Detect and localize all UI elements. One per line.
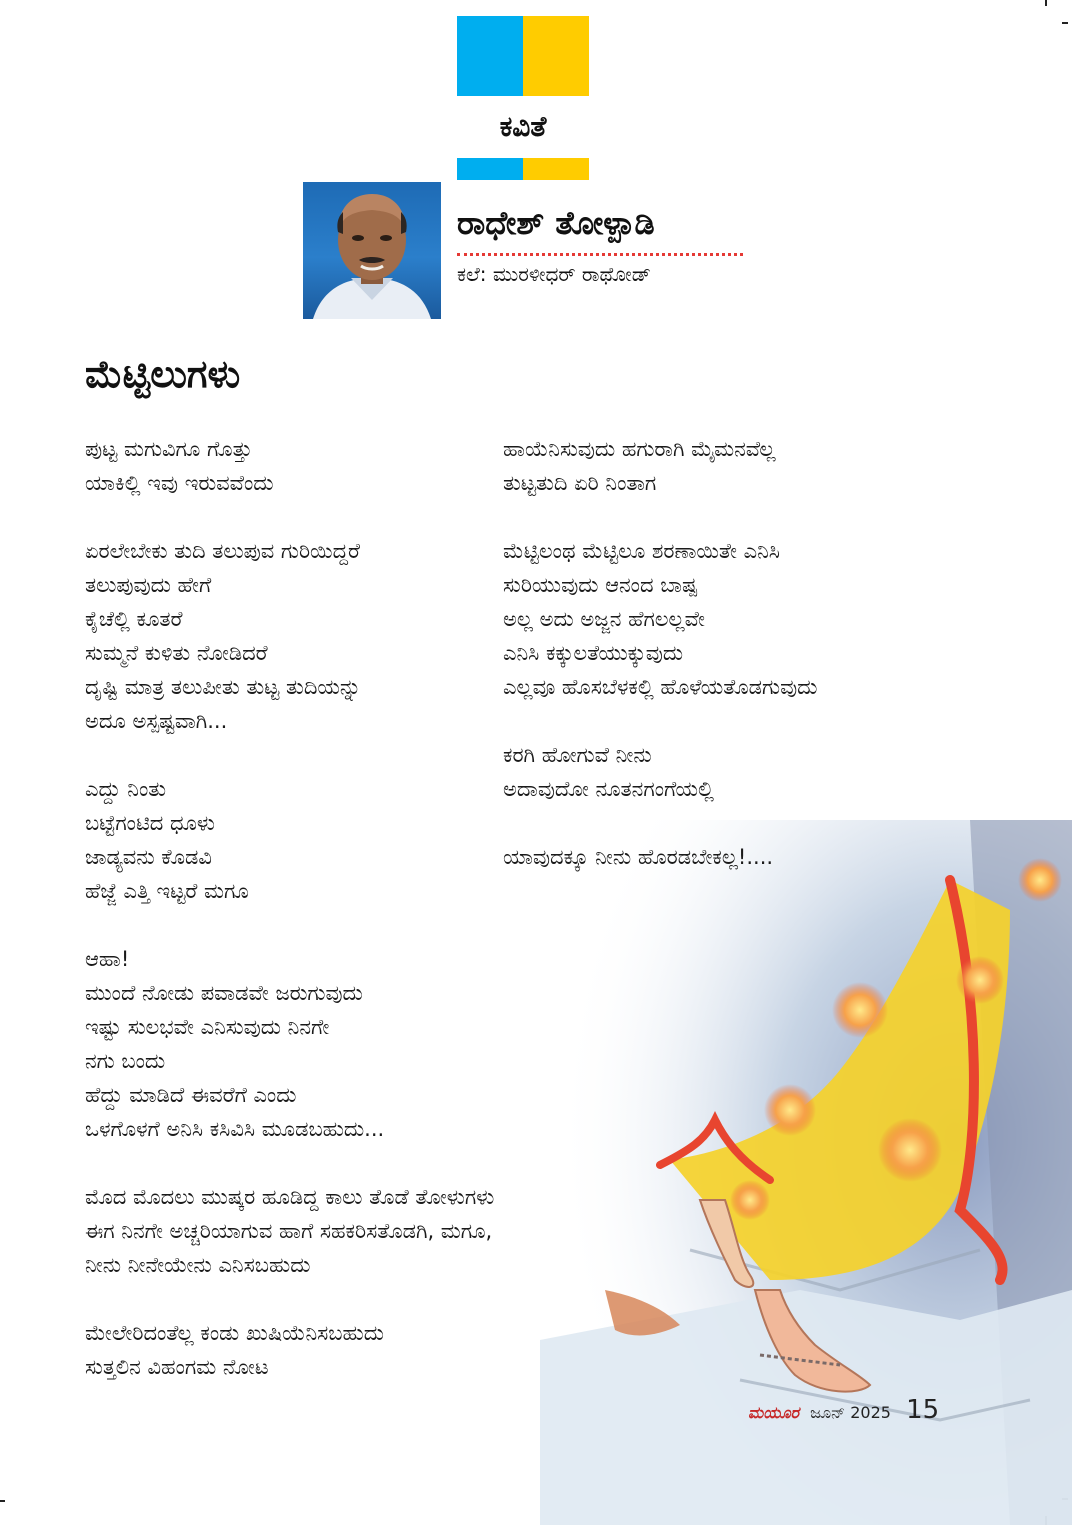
poem-line: ಹಾಯೆನಿಸುವುದು ಹಗುರಾಗಿ ಮೈಮನವೆಲ್ಲ xyxy=(503,437,776,461)
crop-mark xyxy=(0,1500,5,1502)
poem-line: ಹೆದ್ದು ಮಾಡಿದೆ ಈವರೆಗೆ ಎಂದು xyxy=(85,1083,297,1107)
stanza xyxy=(503,840,923,874)
stanza xyxy=(503,738,923,806)
section-badge xyxy=(457,16,589,164)
poem-line: ಅದೂ ಅಸ್ಪಷ್ಟವಾಗಿ... xyxy=(85,709,228,733)
poem-line: ಎನಿಸಿ ಕಕ್ಕುಲತೆಯುಕ್ಕುವುದು xyxy=(503,641,684,665)
badge-yellow-strip xyxy=(523,158,589,180)
stanza xyxy=(503,432,923,500)
poem-line: ಸುಮ್ಮನೆ ಕುಳಿತು ನೋಡಿದರೆ xyxy=(85,641,268,665)
stanza xyxy=(85,534,495,738)
poem-line: ಆಹಾ! xyxy=(85,947,130,971)
poem-title: ಮೆಟ್ಟಿಲುಗಳು xyxy=(85,352,241,396)
poem-left-column xyxy=(85,432,495,1418)
poem-line: ಮೊದ ಮೊದಲು ಮುಷ್ಕರ ಹೂಡಿದ್ದ ಕಾಲು ತೊಡೆ ತೋಳುಗಳು xyxy=(85,1185,495,1209)
poem-line: ಈಗ ನಿನಗೇ ಅಚ್ಚರಿಯಾಗುವ ಹಾಗೆ ಸಹಕರಿಸತೊಡಗಿ, ಮಗೂ, xyxy=(85,1219,493,1243)
poem-line: ಇಷ್ಟು ಸುಲಭವೇ ಎನಿಸುವುದು ನಿನಗೇ xyxy=(85,1015,330,1039)
poem-line: ಮೇಲೇರಿದಂತೆಲ್ಲ ಕಂಡು ಖುಷಿಯೆನಿಸಬಹುದು xyxy=(85,1321,384,1345)
poem-line: ಎಲ್ಲವೂ ಹೊಸಬೆಳಕಲ್ಲಿ ಹೊಳೆಯತೊಡಗುವುದು xyxy=(503,675,818,699)
poem-line: ಒಳಗೊಳಗೆ ಅನಿಸಿ ಕಸಿವಿಸಿ ಮೂಡಬಹುದು... xyxy=(85,1117,385,1141)
badge-yellow-block xyxy=(523,16,589,96)
poem-line: ಮುಂದೆ ನೋಡು ಪವಾಡವೇ ಜರುಗುವುದು xyxy=(85,981,363,1005)
crop-mark xyxy=(1045,0,1047,6)
poem-line: ನೀನು ನೀನೇಯೇನು ಎನಿಸಬಹುದು xyxy=(85,1253,311,1277)
poem-line: ಕೈಚೆಲ್ಲಿ ಕೂತರೆ xyxy=(85,607,183,631)
poem-line: ಅಲ್ಲ ಅದು ಅಜ್ಜನ ಹೆಗಲಲ್ಲವೇ xyxy=(503,607,705,631)
poem-line: ಸುತ್ತಲಿನ ವಿಹಂಗಮ ನೋಟ xyxy=(85,1355,269,1379)
page-footer xyxy=(748,1395,939,1425)
stanza xyxy=(85,1316,495,1384)
poem-line: ಪುಟ್ಟ ಮಗುವಿಗೂ ಗೊತ್ತು xyxy=(85,437,253,461)
page-number: 15 xyxy=(906,1395,940,1425)
poem-line: ಹೆಜ್ಜೆ ಎತ್ತಿ ಇಟ್ಟರೆ ಮಗೂ xyxy=(85,879,249,903)
poem-line: ಜಾಡ್ಯವನು ಕೊಡವಿ xyxy=(85,845,212,869)
poem-line: ಸುರಿಯುವುದು ಆನಂದ ಬಾಷ್ಪ xyxy=(503,573,698,597)
illustrator-credit: ಕಲೆ: ಮುರಳೀಧರ್ ರಾಥೋಡ್ xyxy=(457,262,651,286)
poem-line: ಬಟ್ಟೆಗಂಟಿದ ಧೂಳು xyxy=(85,811,215,835)
stanza xyxy=(85,772,495,908)
section-label: ಕವಿತೆ xyxy=(499,110,547,143)
badge-blue-block xyxy=(457,16,523,96)
stanza xyxy=(85,942,495,1146)
author-divider xyxy=(457,253,743,256)
poem-right-column xyxy=(503,432,923,908)
poem-line: ದೃಷ್ಟಿ ಮಾತ್ರ ತಲುಪೀತು ತುಟ್ಟ ತುದಿಯನ್ನು xyxy=(85,675,362,699)
issue-date: ಜೂನ್ 2025 xyxy=(810,1403,891,1422)
magazine-logo: ಮಯೂರ xyxy=(748,1403,800,1422)
stanza xyxy=(503,534,923,704)
poem-line: ಕರಗಿ ಹೋಗುವೆ ನೀನು xyxy=(503,743,652,767)
poem-line: ನಗು ಬಂದು xyxy=(85,1049,166,1073)
crop-mark xyxy=(1062,22,1068,24)
stanza xyxy=(85,432,495,500)
author-name: ರಾಧೇಶ್ ತೋಳ್ಪಾಡಿ xyxy=(457,204,655,242)
poem-line: ಏರಲೇಬೇಕು ತುದಿ ತಲುಪುವ ಗುರಿಯಿದ್ದರೆ xyxy=(85,539,361,563)
badge-blue-strip xyxy=(457,158,523,180)
poem-line: ಎದ್ದು ನಿಂತು xyxy=(85,777,167,801)
author-photo xyxy=(303,182,441,319)
poem-line: ತಲುಪುವುದು ಹೇಗೆ xyxy=(85,573,212,597)
poem-line: ಯಾವುದಕ್ಕೂ ನೀನು ಹೊರಡಬೇಕಲ್ಲ!.... xyxy=(503,845,774,869)
stanza xyxy=(85,1180,495,1282)
poem-line: ಅದಾವುದೋ ನೂತನಗಂಗೆಯಲ್ಲಿ xyxy=(503,777,714,801)
poem-line: ಯಾಕಿಲ್ಲಿ ಇವು ಇರುವವೆಂದು xyxy=(85,471,274,495)
poem-line: ತುಟ್ಟತುದಿ ಏರಿ ನಿಂತಾಗ xyxy=(503,471,657,495)
poem-line: ಮೆಟ್ಟಿಲಂಥ ಮೆಟ್ಟಿಲೂ ಶರಣಾಯಿತೇ ಎನಿಸಿ xyxy=(503,539,780,563)
